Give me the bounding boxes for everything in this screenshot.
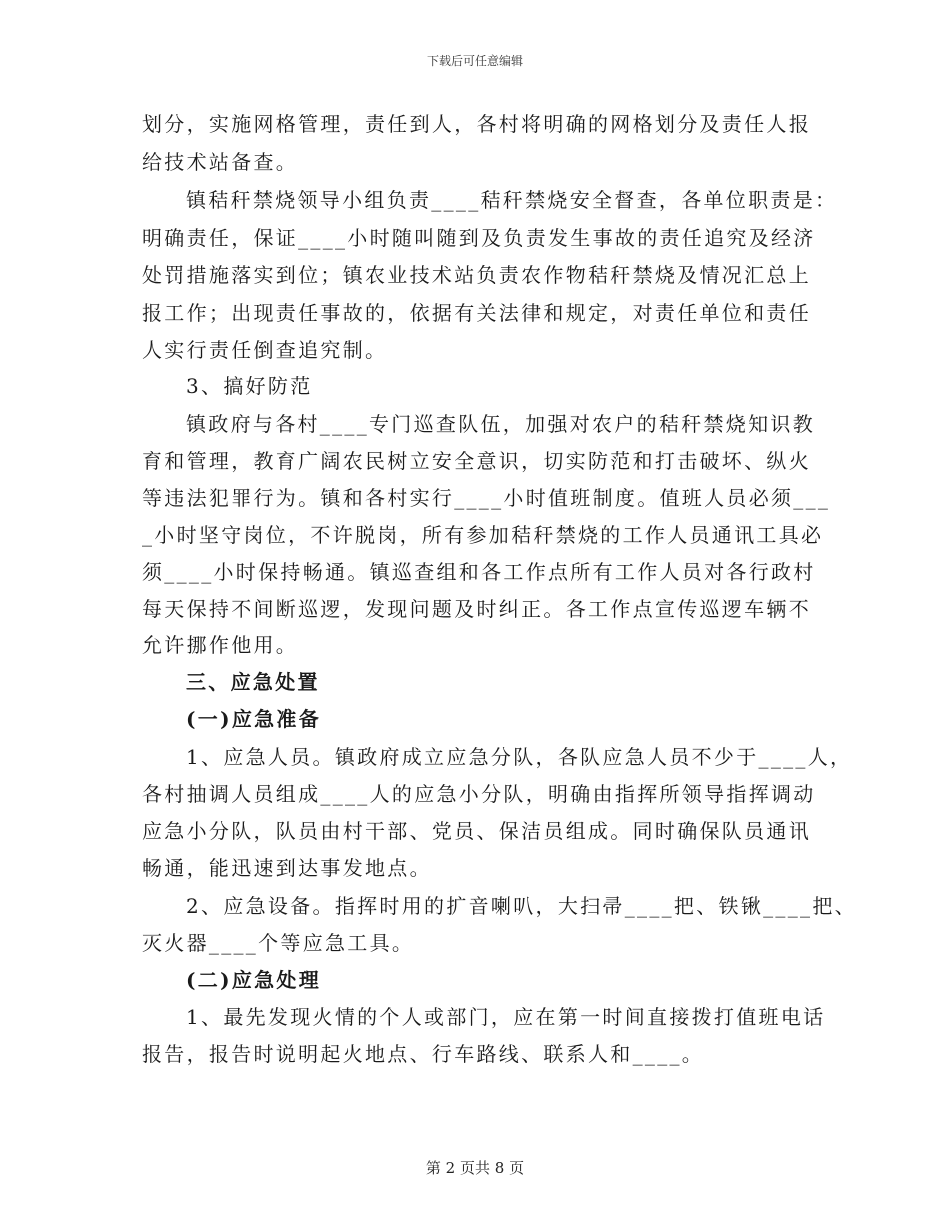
body-line: 处罚措施落实到位；镇农业技术站负责农作物秸秆禁烧及情况汇总上 [142,263,811,287]
section-heading: 三、应急处置 [186,670,320,694]
paragraph-start: 1、应急人员。镇政府成立应急分队，各队应急人员不少于____人， [186,745,853,769]
body-line: _小时坚守岗位，不许脱岗，所有参加秸秆禁烧的工作人员通讯工具必 [142,523,824,547]
body-line: 每天保持不间断巡逻，发现问题及时纠正。各工作点宣传巡逻车辆不 [142,597,811,621]
body-line: 灭火器____个等应急工具。 [142,931,415,955]
body-line: 允许挪作他用。 [142,633,299,657]
subsection-heading: 3、搞好防范 [186,374,313,398]
body-line: 应急小分队，队员由村干部、党员、保洁员组成。同时确保队员通讯 [142,819,811,843]
subsection-heading: (二)应急处理 [186,968,322,992]
paragraph-start: 2、应急设备。指挥时用的扩音喇叭，大扫帚____把、铁锹____把、 [186,894,857,918]
subsection-heading: (一)应急准备 [186,707,322,731]
page-header: 下载后可任意编辑 [426,54,523,68]
body-line: 划分，实施网格管理，责任到人，各村将明确的网格划分及责任人报 [142,112,811,136]
body-line: 畅通，能迅速到达事发地点。 [142,856,432,880]
page-footer: 第 2 页共 8 页 [425,1159,525,1177]
body-line: 各村抽调人员组成____人的应急小分队，明确由指挥所领导指挥调动 [142,782,816,806]
body-line: 报告，报告时说明起火地点、行车路线、联系人和____。 [142,1042,705,1066]
paragraph-start: 1、最先发现火情的个人或部门，应在第一时间直接拨打值班电话 [186,1005,826,1029]
paragraph-start: 镇政府与各村____专门巡查队伍，加强对农户的秸秆禁烧知识教 [186,412,815,436]
body-line: 给技术站备查。 [142,150,299,174]
body-line: 等违法犯罪行为。镇和各村实行____小时值班制度。值班人员必须___ [142,486,831,510]
paragraph-start: 镇秸秆禁烧领导小组负责____秸秆禁烧安全督查，各单位职责是： [186,188,838,212]
body-line: 育和管理，教育广阔农民树立安全意识，切实防范和打击破坏、纵火 [142,449,811,473]
body-line: 人实行责任倒查追究制。 [142,338,388,362]
body-line: 报工作；出现责任事故的，依据有关法律和规定，对责任单位和责任 [142,301,811,325]
body-line: 明确责任，保证____小时随叫随到及负责发生事故的责任追究及经济 [142,226,816,250]
body-line: 须____小时保持畅通。镇巡查组和各工作点所有工作人员对各行政村 [142,560,816,584]
